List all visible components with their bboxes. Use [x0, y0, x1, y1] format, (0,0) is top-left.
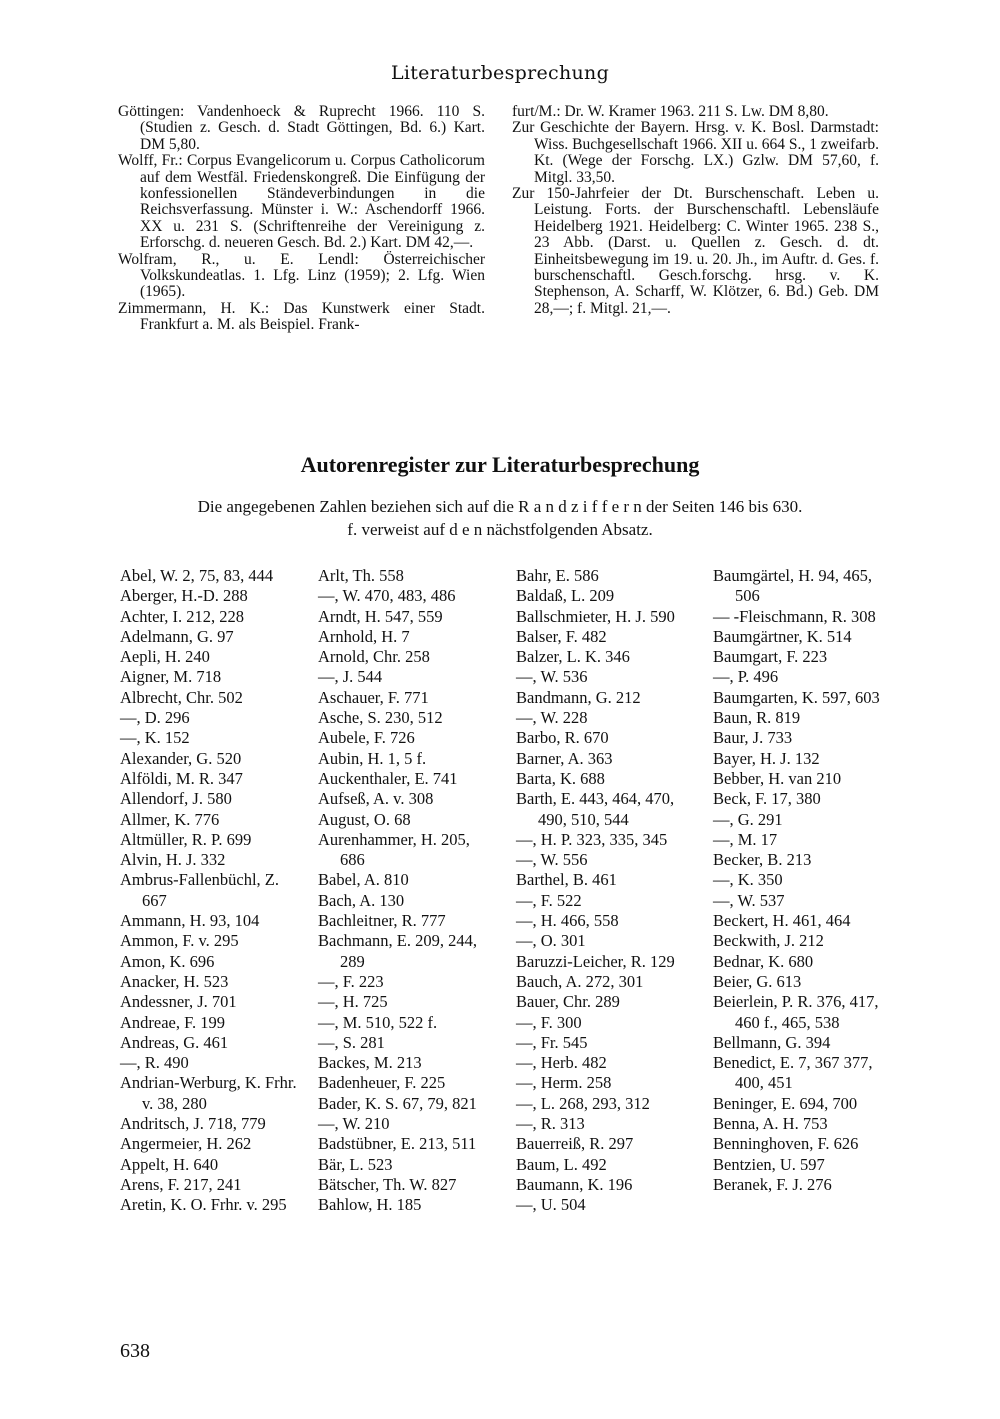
register-subtitle: Die angegebenen Zahlen beziehen sich auf die R a n d z i f f e r n der Seiten 146 bis 630. [197, 497, 803, 516]
register-entry: Baldaß, L. 209 [516, 586, 615, 606]
register-entry: Bachmann, E. 209, 244, 289 [318, 931, 478, 971]
register-entry: —, H. 466, 558 [516, 911, 619, 931]
register-entry: —, K. 152 [120, 728, 190, 748]
register-entry: Babel, A. 810 [318, 870, 409, 890]
register-entry: Beier, G. 613 [713, 971, 802, 991]
register-entry: —, L. 268, 293, 312 [516, 1093, 650, 1113]
register-entry: Bellmann, G. 394 [713, 1032, 831, 1052]
register-entry: Arens, F. 217, 241 [120, 1174, 242, 1194]
register-entry: —, W. 537 [713, 890, 785, 910]
register-entry: —, R. 313 [516, 1114, 585, 1134]
register-entry: Barthel, B. 461 [516, 870, 617, 890]
register-entry: —, Fr. 545 [516, 1032, 588, 1052]
register-column-3 [516, 566, 692, 1216]
register-entry: Adelmann, G. 97 [120, 626, 234, 646]
register-entry: Arlt, Th. 558 [318, 566, 404, 585]
register-entry: Bachleitner, R. 777 [318, 911, 446, 931]
register-entry: —, U. 504 [516, 1195, 586, 1215]
literature-entry: Zur 150-Jahrfeier der Dt. Burschenschaft. Leben u. Leistung. Forts. der Burschenschaftl. Lebensläufe Heidelberg 1921. Heidelberg: C. Winter 1965. 238 S., 23 Abb. (Darst. u. Quellen z. Gesch. d. dt. Einheitsbewegung im 19. u. 20. Jh., im Auftr. d. Ges. f. burschenschaftl. Gesch.forschg. hrsg. v. K. Stephenson, A. Scharff, W. Klötzer, 6. Bd.) Geb. DM 28,—; f. Mitgl. 21,—. [512, 185, 879, 317]
register-entry: Bauch, A. 272, 301 [516, 971, 644, 991]
register-entry: —, W. 210 [318, 1114, 390, 1134]
register-entry: Aubin, H. 1, 5 f. [318, 748, 427, 768]
register-entry: Benninghoven, F. 626 [713, 1134, 859, 1154]
register-entry: —, F. 223 [318, 971, 384, 991]
register-entry: Amon, K. 696 [120, 951, 215, 971]
register-entry: Bär, L. 523 [318, 1154, 393, 1174]
register-entry: Baumann, K. 196 [516, 1174, 633, 1194]
register-entry: Andreas, G. 461 [120, 1032, 229, 1052]
register-entry: —, H. P. 323, 335, 345 [516, 829, 668, 849]
register-entry: Baumgärtel, H. 94, 465, 506 [713, 566, 873, 606]
register-entry: —, Herm. 258 [516, 1073, 612, 1093]
register-entry: Aschauer, F. 771 [318, 687, 429, 707]
register-entry: Aepli, H. 240 [120, 647, 210, 667]
register-entry: Beninger, E. 694, 700 [713, 1093, 858, 1113]
register-entry: Baumgarten, K. 597, 603 [713, 687, 880, 707]
register-entry: Baur, J. 733 [713, 728, 793, 748]
register-entry: —, W. 470, 483, 486 [318, 586, 456, 606]
register-entry: Bebber, H. van 210 [713, 768, 842, 788]
register-entry: Badstübner, E. 213, 511 [318, 1134, 477, 1154]
register-entry: Arnhold, H. 7 [318, 626, 410, 646]
literature-entry: Wolff, Fr.: Corpus Evangelicorum u. Corpus Catholicorum auf dem Westfäl. Friedenskongreß. Die Einfügung der konfessionellen Ständeverbindungen in die Reichsverfassung. Münster i. W.: Aschendorff 1966. XX u. 231 S. (Schriftenreihe der Vereinigung z. Erforschg. d. neueren Gesch. Bd. 2.) Kart. DM 42,—. [118, 152, 485, 252]
register-entry: —, O. 301 [516, 931, 586, 951]
register-entry: Becker, B. 213 [713, 850, 812, 870]
register-entry: Ballschmieter, H. J. 590 [516, 606, 675, 626]
register-entry: Bach, A. 130 [318, 890, 405, 910]
register-entry: —, F. 522 [516, 890, 582, 910]
register-entry: Barner, A. 363 [516, 748, 613, 768]
register-entry: Bätscher, Th. W. 827 [318, 1174, 457, 1194]
register-entry: —, K. 350 [713, 870, 783, 890]
register-title: Autorenregister zur Literaturbesprechung [300, 452, 700, 477]
register-entry: Angermeier, H. 262 [120, 1134, 252, 1154]
register-entry: Andrian-Werburg, K. Frhr. v. 38, 280 [120, 1073, 297, 1113]
register-entry: —, R. 490 [120, 1053, 189, 1073]
register-entry: Bednar, K. 680 [713, 951, 814, 971]
register-entry: Baumgärtner, K. 514 [713, 626, 852, 646]
register-entry: Beckert, H. 461, 464 [713, 911, 851, 931]
register-entry: —, D. 296 [120, 708, 190, 728]
register-entry: —, J. 544 [318, 667, 383, 687]
register-entry: Bauerreiß, R. 297 [516, 1134, 634, 1154]
register-entry: —, P. 496 [713, 667, 779, 687]
register-entry: Aurenhammer, H. 205, 686 [318, 829, 470, 870]
register-entry: Baun, R. 819 [713, 708, 801, 728]
literature-column-left [118, 104, 485, 334]
register-column-1 [120, 566, 298, 1216]
register-entry: Bahr, E. 586 [516, 566, 599, 585]
register-entry: Badenheuer, F. 225 [318, 1073, 446, 1093]
register-entry: Benedict, E. 7, 367 377, 400, 451 [713, 1053, 873, 1093]
literature-entry: Wolfram, R., u. E. Lendl: Österreichischer Volkskundeatlas. 1. Lfg. Linz (1959); 2. Lfg. Wien (1965). [118, 250, 485, 301]
register-entry: Allmer, K. 776 [120, 809, 220, 829]
register-entry: —, W. 228 [516, 708, 588, 728]
register-entry: Baumgart, F. 223 [713, 647, 828, 667]
literature-column-right [512, 104, 879, 317]
register-entry: — -Fleischmann, R. 308 [713, 606, 876, 626]
register-entry: Alexander, G. 520 [120, 748, 242, 768]
register-entry: Beierlein, P. R. 376, 417, 460 f., 465, 538 [713, 992, 879, 1032]
register-entry: Bader, K. S. 67, 79, 821 [318, 1093, 477, 1113]
register-entry: Ammon, F. v. 295 [120, 931, 239, 951]
literature-entry: Zimmermann, H. K.: Das Kunstwerk einer Stadt. Frankfurt a. M. als Beispiel. Frank- [118, 299, 485, 334]
register-entry: Appelt, H. 640 [120, 1154, 219, 1174]
register-entry: —, G. 291 [713, 809, 783, 829]
register-entry: Andreae, F. 199 [120, 1012, 225, 1032]
register-entry: Arndt, H. 547, 559 [318, 606, 443, 626]
register-entry: Achter, I. 212, 228 [120, 606, 244, 626]
register-entry: Beranek, F. J. 276 [713, 1174, 832, 1194]
register-entry: —, H. 725 [318, 992, 388, 1012]
register-entry: —, W. 556 [516, 850, 588, 870]
register-entry: August, O. 68 [318, 809, 411, 829]
register-subtitle: f. verweist auf d e n nächstfolgenden Absatz. [347, 520, 653, 539]
register-entry: Bentzien, U. 597 [713, 1154, 825, 1174]
register-entry: Balser, F. 482 [516, 626, 607, 646]
register-entry: Beckwith, J. 212 [713, 931, 824, 951]
register-entry: Aigner, M. 718 [120, 667, 222, 687]
register-column-2 [318, 566, 494, 1216]
register-entry: Barth, E. 443, 464, 470, 490, 510, 544 [516, 789, 675, 829]
register-entry: Anacker, H. 523 [120, 971, 229, 991]
register-entry: Bandmann, G. 212 [516, 687, 641, 707]
register-entry: Asche, S. 230, 512 [318, 708, 443, 728]
register-entry: Beck, F. 17, 380 [713, 789, 821, 809]
register-entry: Altmüller, R. P. 699 [120, 829, 252, 849]
register-entry: Bayer, H. J. 132 [713, 748, 820, 768]
register-entry: Ammann, H. 93, 104 [120, 911, 260, 931]
register-entry: Benna, A. H. 753 [713, 1114, 828, 1134]
register-entry: Andessner, J. 701 [120, 992, 237, 1012]
register-entry: Aufseß, A. v. 308 [318, 789, 434, 809]
register-entry: —, S. 281 [318, 1032, 385, 1052]
literature-entry: furt/M.: Dr. W. Kramer 1963. 211 S. Lw. DM 8,80. [512, 103, 829, 120]
literature-entry: Göttingen: Vandenhoeck & Ruprecht 1966. 110 S. (Studien z. Gesch. d. Stadt Göttingen, Bd. 6.) Kart. DM 5,80. [118, 103, 485, 153]
running-head: Literaturbesprechung [390, 62, 610, 84]
page-number: 638 [120, 1340, 150, 1362]
register-entry: Abel, W. 2, 75, 83, 444 [120, 566, 274, 585]
register-entry: Balzer, L. K. 346 [516, 647, 630, 667]
register-entry: Aretin, K. O. Frhr. v. 295 [120, 1195, 287, 1215]
register-entry: Baum, L. 492 [516, 1154, 607, 1174]
register-entry: Barta, K. 688 [516, 768, 605, 788]
register-entry: Baruzzi-Leicher, R. 129 [516, 951, 675, 971]
register-entry: —, M. 17 [713, 829, 778, 849]
register-entry: Allendorf, J. 580 [120, 789, 232, 809]
register-entry: Andritsch, J. 718, 779 [120, 1114, 266, 1134]
register-entry: Bauer, Chr. 289 [516, 992, 620, 1012]
register-entry: Albrecht, Chr. 502 [120, 687, 243, 707]
register-entry: Auckenthaler, E. 741 [318, 768, 458, 788]
register-entry: Ambrus-Fallenbüchl, Z. 667 [120, 870, 280, 910]
literature-entry: Zur Geschichte der Bayern. Hrsg. v. K. Bosl. Darmstadt: Wiss. Buchgesellschaft 1966. XII u. 664 S., 1 zweifarb. Kt. (Wege der Forschg. LX.) Gzlw. DM 57,60, f. Mitgl. 33,50. [512, 119, 879, 186]
register-entry: Aubele, F. 726 [318, 728, 415, 748]
register-entry: Alföldi, M. R. 347 [120, 768, 243, 788]
register-entry: Bahlow, H. 185 [318, 1195, 422, 1215]
register-entry: —, M. 510, 522 f. [318, 1012, 438, 1032]
register-entry: Barbo, R. 670 [516, 728, 609, 748]
register-entry: Backes, M. 213 [318, 1053, 422, 1073]
register-entry: —, F. 300 [516, 1012, 582, 1032]
register-entry: —, W. 536 [516, 667, 588, 687]
register-entry: —, Herb. 482 [516, 1053, 607, 1073]
register-entry: Arnold, Chr. 258 [318, 647, 430, 667]
register-entry: Aberger, H.-D. 288 [120, 586, 248, 606]
register-column-4 [713, 566, 893, 1195]
register-entry: Alvin, H. J. 332 [120, 850, 226, 870]
